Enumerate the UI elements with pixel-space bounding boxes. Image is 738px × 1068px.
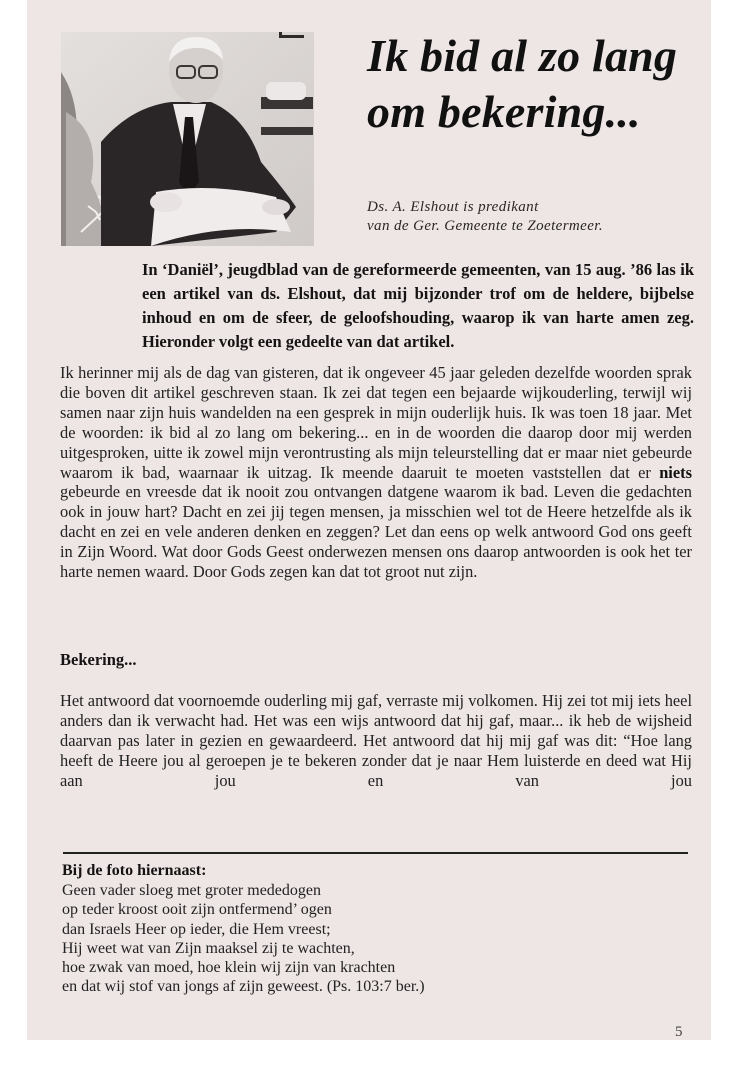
verse-line: dan Israels Heer op ieder, die Hem vreest; xyxy=(62,920,331,938)
byline-line: van de Ger. Gemeente te Zoetermeer. xyxy=(367,218,604,234)
body-paragraph xyxy=(60,363,692,582)
author-byline xyxy=(367,198,707,236)
intro-paragraph xyxy=(142,258,694,354)
psalm-verse xyxy=(62,881,425,997)
body-section-1 xyxy=(60,363,692,582)
body-text-part1: Ik herinner mij als de dag van gisteren, dat ik ongeveer 45 jaar geleden dezelfde woorden sprak die boven dit artikel geschreven staan. Ik zei dat tegen een bejaarde wijkouderling, terwijl wij samen naar zijn huis wandelden na een gesprek in mijn ouderlijk huis. Ik was toen 18 jaar. Met de woorden: ik bid al zo lang om bekering... en in de woorden die daarop door mij werden uitgesproken, uitte ik zowel mijn verontrusting als mijn teleurstelling dat er maar niet gebeurde waarom ik bad, waarnaar ik uitzag. Ik meende daaruit te moeten vaststellen dat er xyxy=(60,363,692,482)
intro-text: In ‘Daniël’, jeugdblad van de gereformeerde gemeenten, van 15 aug. ’86 las ik een artikel van ds. Elshout, dat mij bijzonder trof om de heldere, bijbelse inhoud en om de sfeer, de geloofshouding, waarop ik van harte amen zeg. Hieronder volgt een gedeelte van dat artikel. xyxy=(142,260,694,351)
photo-illustration xyxy=(61,32,314,246)
page-number: 5 xyxy=(675,1024,683,1040)
byline-line: Ds. A. Elshout is predikant xyxy=(367,199,539,215)
portrait-photo xyxy=(61,32,314,246)
title-line: Ik bid al zo lang xyxy=(367,30,678,81)
body-section-2 xyxy=(60,691,692,791)
caption-heading: Bij de foto hiernaast: xyxy=(62,862,207,879)
body-paragraph: Het antwoord dat voornoemde ouderling mij gaf, verraste mij volkomen. Hij zei tot mij iets heel anders dan ik verwacht had. Het was een wijs antwoord dat hij gaf, maar... ik heb de wijsheid daarvan pas later in gezien en gewaardeerd. Het antwoord dat hij mij gaf was dit: “Hoe lang heeft de Heere jou al geroepen je te bekeren zonder dat je naar Hem luisterde en deed wat Hij aan jou en van jou xyxy=(60,691,692,790)
verse-line: Geen vader sloeg met groter mededogen xyxy=(62,882,322,899)
caption-divider xyxy=(63,852,688,854)
title-line: om bekering... xyxy=(367,86,641,137)
section-heading: Bekering... xyxy=(60,650,137,669)
verse-line: hoe zwak van moed, hoe klein wij zijn van krachten xyxy=(62,959,396,977)
verse-line: op teder kroost ooit zijn ontfermend’ ogen xyxy=(62,901,332,919)
verse-line: Hij weet wat van Zijn maaksel zij te wachten, xyxy=(62,939,355,957)
article-title xyxy=(367,28,707,140)
body-text-part2: gebeurde en vreesde dat ik nooit zou ontvangen datgene waarom ik bad. Leven die gedachten ook in jouw hart? Dacht en zei jij tegen mensen, ja misschien wel tot de Heere hetzelfde als ik dacht en zei en vele anderen denken en zeggen? Let dan eens op welk antwoord God ons geeft in Zijn Woord. Wat door Gods Geest onderwezen mensen ons daarop antwoorden is ook het ter harte nemen waard. Door Gods zegen kan dat tot groot nut zijn. xyxy=(60,482,692,582)
emphasis-word: niets xyxy=(659,462,692,482)
verse-line: en dat wij stof van jongs af zijn geweest. (Ps. 103:7 ber.) xyxy=(62,978,425,996)
